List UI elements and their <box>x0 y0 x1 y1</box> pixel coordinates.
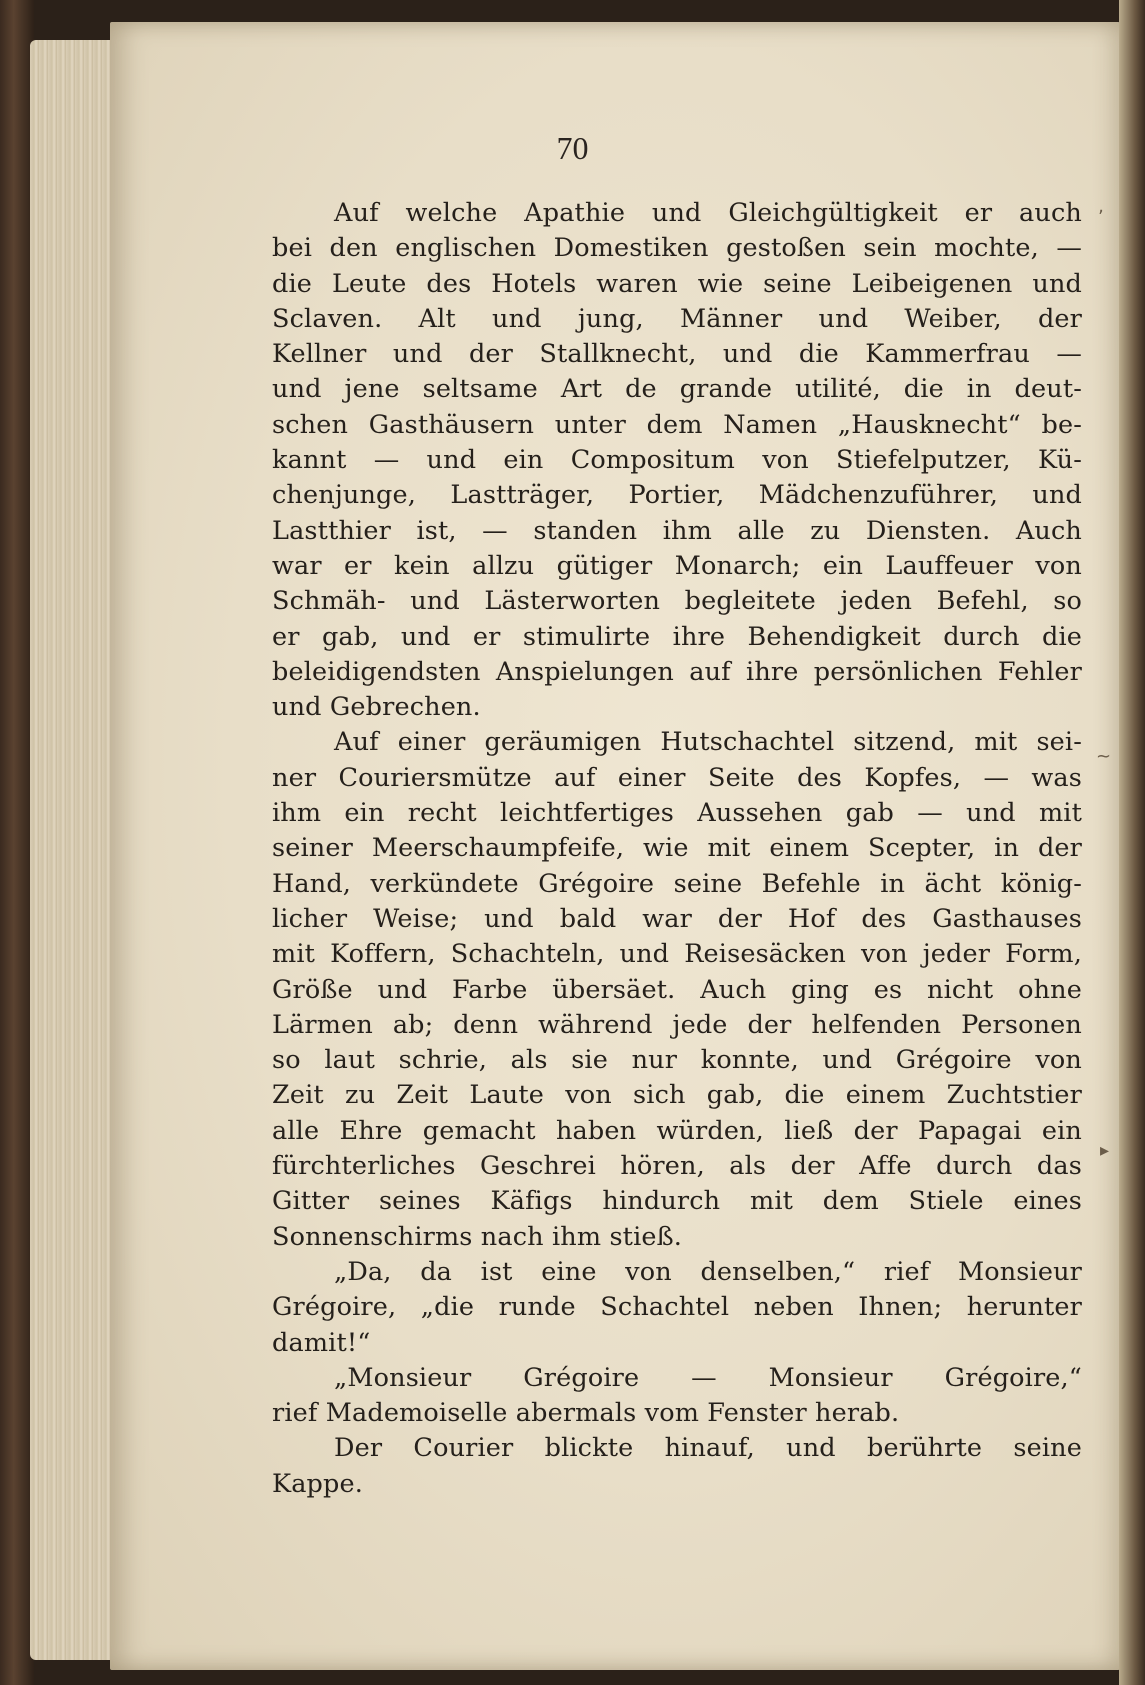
text-line: war er kein allzu gütiger Monarch; ein Lauffeuer von <box>272 550 1082 581</box>
text-line: mit Koffern, Schachteln, und Reisesäcken von jeder Form, <box>272 939 1082 970</box>
text-line: Schmäh- und Lästerworten begleitete jeden Befehl, so <box>272 586 1082 617</box>
text-line: und Gebrechen. <box>272 692 481 723</box>
text-line: chenjunge, Lastträger, Portier, Mädchenzuführer, und <box>272 480 1082 511</box>
text-line: licher Weise; und bald war der Hof des Gasthauses <box>272 903 1082 934</box>
gutter-shadow <box>1119 0 1145 1685</box>
text-line: Auf einer geräumigen Hutschachtel sitzend, mit sei- <box>334 727 1082 758</box>
text-line: Lärmen ab; denn während jede der helfenden Personen <box>272 1009 1082 1040</box>
text-line: er gab, und er stimulirte ihre Behendigkeit durch die <box>272 621 1082 652</box>
text-line: Lastthier ist, — standen ihm alle zu Diensten. Auch <box>272 515 1082 546</box>
text-line: „Da, da ist eine von denselben,“ rief Monsieur <box>334 1256 1082 1287</box>
margin-mark: ~ <box>1096 746 1112 767</box>
text-line: und jene seltsame Art de grande utilité, die in deut- <box>272 374 1082 405</box>
text-line: Der Courier blickte hinauf, und berührte seine <box>334 1433 1082 1464</box>
book-cover-edge <box>0 0 34 1685</box>
text-line: rief Mademoiselle abermals vom Fenster herab. <box>272 1398 900 1429</box>
text-line: schen Gasthäusern unter dem Namen „Hausknecht“ be- <box>272 409 1082 440</box>
text-line: Zeit zu Zeit Laute von sich gab, die einem Zuchtstier <box>272 1080 1082 1111</box>
text-line: damit!“ <box>272 1327 371 1358</box>
text-line: ihm ein recht leichtfertiges Aussehen gab — und mit <box>272 798 1082 829</box>
text-line: seiner Meerschaumpfeife, wie mit einem Scepter, in der <box>272 833 1082 864</box>
text-line: Grégoire, „die runde Schachtel neben Ihnen; herunter <box>272 1292 1082 1323</box>
text-line: Sclaven. Alt und jung, Männer und Weiber, der <box>272 303 1082 334</box>
margin-mark: ▸ <box>1100 1140 1110 1161</box>
text-line: Größe und Farbe übersäet. Auch ging es nicht ohne <box>272 974 1082 1005</box>
text-line: so laut schrie, als sie nur konnte, und Grégoire von <box>272 1045 1082 1076</box>
text-line: alle Ehre gemacht haben würden, ließ der Papagai ein <box>272 1115 1082 1146</box>
page-number: 70 <box>556 130 589 166</box>
text-line: ner Couriersmütze auf einer Seite des Kopfes, — was <box>272 762 1082 793</box>
text-line: kannt — und ein Compositum von Stiefelputzer, Kü- <box>272 445 1082 476</box>
text-line: Sonnenschirms nach ihm stieß. <box>272 1221 683 1252</box>
text-line: fürchterliches Geschrei hören, als der Affe durch das <box>272 1151 1082 1182</box>
text-line: Kellner und der Stallknecht, und die Kammerfrau — <box>272 339 1082 370</box>
margin-mark: ‚ <box>1098 196 1104 217</box>
text-line: Gitter seines Käfigs hindurch mit dem Stiele eines <box>272 1186 1082 1217</box>
text-line: bei den englischen Domestiken gestoßen sein mochte, — <box>272 233 1082 264</box>
text-line: Hand, verkündete Grégoire seine Befehle in ächt könig- <box>272 868 1082 899</box>
text-line: Auf welche Apathie und Gleichgültigkeit er auch <box>334 198 1082 228</box>
text-line: die Leute des Hotels waren wie seine Leibeigenen und <box>272 268 1082 299</box>
text-line: beleidigendsten Anspielungen auf ihre persönlichen Fehler <box>272 656 1082 687</box>
body-text <box>272 196 1082 1502</box>
text-line: Kappe. <box>272 1468 363 1499</box>
text-line: „Monsieur Grégoire — Monsieur Grégoire,“ <box>334 1362 1082 1393</box>
